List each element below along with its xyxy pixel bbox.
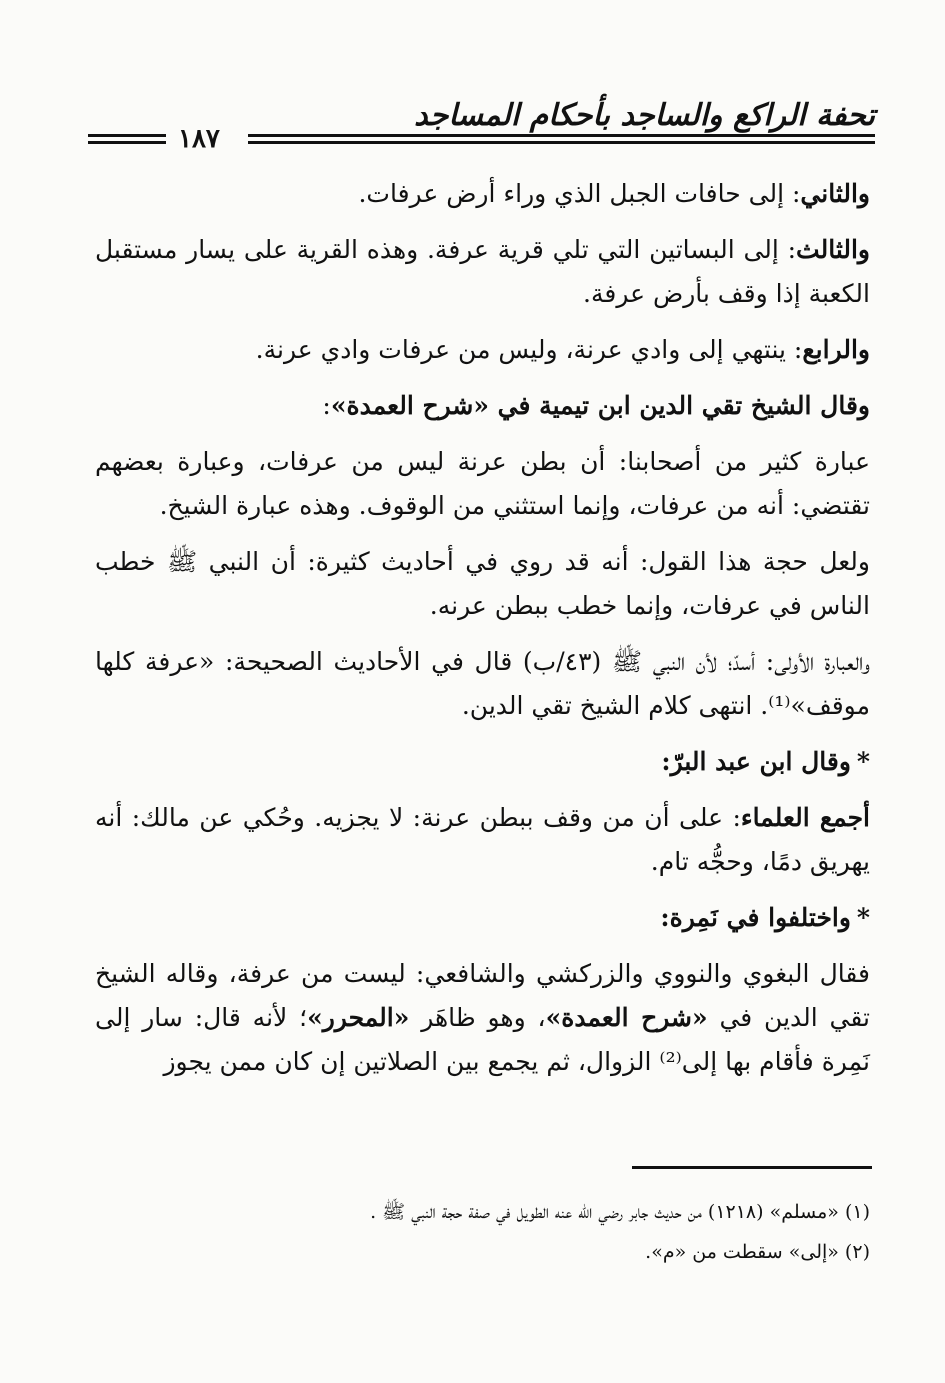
paragraph-ibn-taymiyya-heading: [95, 384, 870, 428]
footnotes: [95, 1192, 870, 1272]
paragraph-lead: والثالث: [796, 235, 870, 264]
paragraph-quote-1: [95, 440, 870, 528]
footnote-2: (٢) «إلى» سقطت من «م».: [645, 1241, 870, 1263]
section-heading-namira: [95, 896, 870, 940]
paragraph-text: والعبارة الأولى: أسدّ؛ لأن النبي ﷺ (٤٣/ب) قال في الأحاديث الصحيحة: «عرفة كلها موقف»⁽¹⁾. انتهى كلام الشيخ تقي الدين.: [95, 647, 870, 720]
paragraph-text: : ينتهي إلى وادي عرنة، وليس من عرفات وادي عرنة.: [255, 335, 803, 364]
paragraph-text: :: [322, 391, 331, 420]
book-title: «المحرر»: [307, 1003, 410, 1032]
section-heading-ibn-abd-albarr: [95, 740, 870, 784]
paragraph-text: عبارة كثير من أصحابنا: أن بطن عرنة ليس من عرفات، وعبارة بعضهم تقتضي: أنه من عرفات، وإنما استثني من الوقوف. وهذه عبارة الشيخ.: [95, 447, 870, 520]
paragraph-text: : إلى البساتين التي تلي قرية عرفة. وهذه القرية على يسار مستقبل الكعبة إذا وقف بأرض عرفة.: [95, 235, 870, 308]
heading-text: وقال ابن عبد البرّ:: [661, 747, 851, 776]
star-icon: *: [856, 747, 870, 776]
running-title: تحفة الراكع والساجد بأحكام المساجد: [414, 98, 875, 133]
paragraph-quote-3: [95, 640, 870, 728]
paragraph-second: [95, 172, 870, 216]
footnote-divider: [632, 1166, 872, 1169]
paragraph-text: ؛ لأنه قال: سار إلى نَمِرة فأقام بها إلى⁽²⁾ الزوال، ثم يجمع بين الصلاتين إن كان ممن يجوز: [95, 1003, 870, 1076]
paragraph-lead: وقال الشيخ تقي الدين ابن تيمية في «شرح العمدة»: [330, 391, 870, 420]
paragraph-lead: أجمع العلماء: [740, 803, 871, 832]
book-title: «شرح العمدة»: [545, 1003, 708, 1032]
page-header: [88, 96, 875, 156]
heading-text: واختلفوا في نَمِرة:: [660, 903, 851, 932]
star-icon: *: [856, 903, 870, 932]
paragraph-text: ، وهو ظاهَر: [409, 1003, 546, 1032]
header-rule-left: [88, 134, 166, 148]
paragraph-quote-2: [95, 540, 870, 628]
paragraph-fourth: [95, 328, 870, 372]
page-number: ١٨٧: [178, 124, 220, 154]
paragraph-lead: والثاني: [800, 179, 870, 208]
paragraph-consensus: [95, 796, 870, 884]
paragraph-namira: [95, 952, 870, 1084]
page-body: [95, 172, 870, 1096]
paragraph-text: : على أن من وقف ببطن عرنة: لا يجزيه. وحُكي عن مالك: أنه يهريق دمًا، وحجُّه تام.: [95, 803, 870, 876]
paragraph-text: ولعل حجة هذا القول: أنه قد روي في أحاديث كثيرة: أن النبي ﷺ خطب الناس في عرفات، وإنما خطب ببطن عرنه.: [95, 547, 870, 620]
paragraph-text: فقال البغوي والنووي والزركشي والشافعي: ليست من عرفة، وقاله الشيخ تقي الدين في: [95, 959, 871, 1032]
paragraph-third: [95, 228, 870, 316]
paragraph-text: : إلى حافات الجبل الذي وراء أرض عرفات.: [358, 179, 801, 208]
paragraph-lead: والرابع: [802, 335, 870, 364]
footnote-1: (١) «مسلم» (١٢١٨) من حديث جابر رضي الله عنه الطويل في صفة حجة النبي ﷺ .: [370, 1201, 870, 1223]
header-rule-right: [248, 134, 875, 148]
